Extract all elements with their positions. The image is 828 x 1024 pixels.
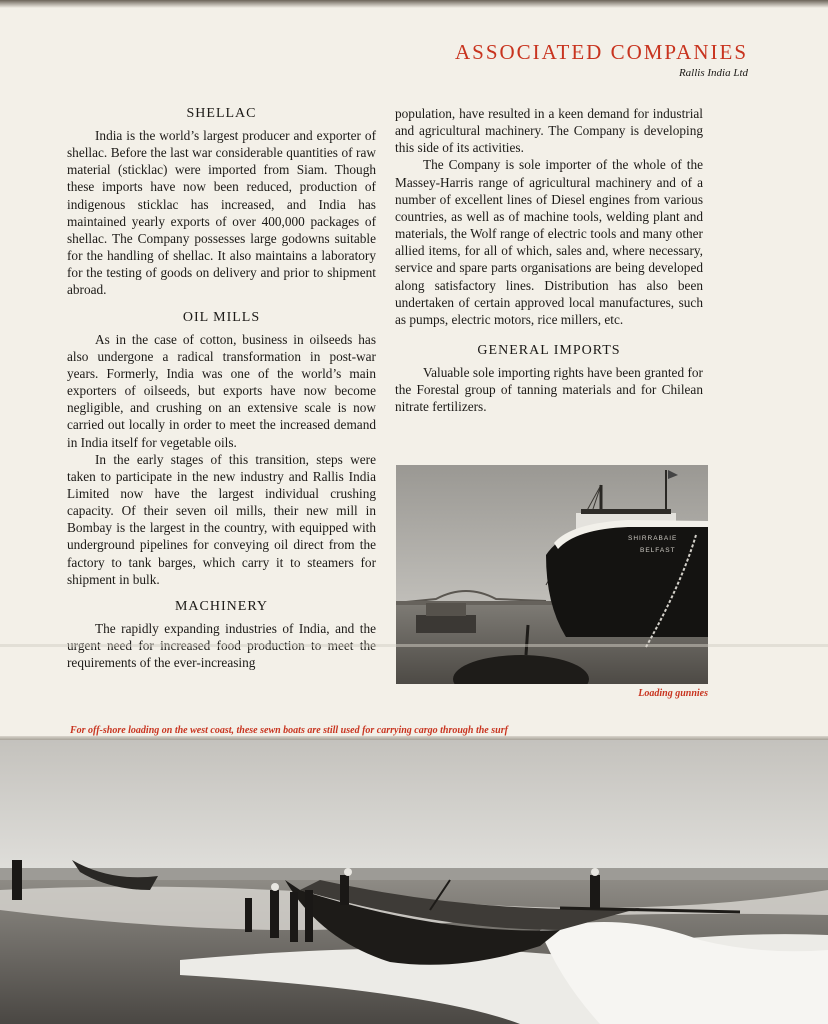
ship-hull-name: SHIRRABAIE [628,535,678,542]
ship-hull-port: BELFAST [640,547,676,554]
machinery-continued-paragraph: population, have resulted in a keen demand for industrial and agricultural machinery. The Company is developing this side of its activities. [395,106,703,156]
ship-photo [396,465,708,684]
section-heading-shellac: SHELLAC [186,106,257,121]
beach-photo [0,740,828,1024]
section-heading-machinery: MACHINERY [174,598,268,614]
header-title: ASSOCIATED COMPANIES [454,40,748,64]
left-column [67,105,376,671]
oil-mills-paragraph-2: In the early stages of this transition, steps were taken to participate in the new industry and Rallis India Limited now have the largest individual crushing capacity. Of their seven oil mills, their new mill in Bombay is the largest in the country, with equipped with underground pipelines for conveying oil direct from the factory to tank barges, which carry it to steamers for shipment in bulk. [67,451,376,587]
page-crease [0,644,828,647]
page-header [455,40,748,79]
machinery-paragraph-2: The Company is sole importer of the whole of the Massey-Harris range of agricultural machinery and of a number of excellent lines of Diesel engines from various countries, as well as of machine tools, welding plant and materials, the Wolf range of electric tools and many other allied items, for all of which, sales and, where necessary, service and spare parts organisations are being developed along satisfactory lines. Distribution has also been undertaken of certain approved local manufactures, such as pumps, electric motors, rice millers, etc. [395,157,703,327]
page-edge [0,0,828,8]
section-heading-oil-mills: OIL MILLS [182,309,261,325]
machinery-paragraph: The rapidly expanding industries of India, and the requirements of the ever-increasing [67,620,376,671]
shellac-paragraph: India is the world’s largest producer and exporter of shellac. Before the last war considerable quantities of raw material (sticklac) were imported from Siam. Though these imports have now been reduced, production of indigenous sticklac has increased, and India has maintained yearly exports of over 400,000 packages of shellac. The Company possesses large godowns suitable for the handling of shellac. It also maintains a laboratory for the testing of goods on delivery and prior to shipment abroad. [67,128,376,298]
beach-photo-caption: For off-shore loading on the west coast, these sewn boats are still used for carrying cargo through the surf [70,725,508,736]
oil-mills-paragraph-1: As in the case of cotton, business in oilseeds has also undergone a radical transformation in post-war years. Formerly, India was one of the world’s main exporters of oilseeds, but exports have now become negligible, and crushing on an extensive scale is now carried out locally in order to meet the increased demand in India itself for vegetable oils. [67,331,376,450]
header-subtitle: Rallis India Ltd [678,67,748,79]
section-heading-general-imports: GENERAL IMPORTS [477,343,621,359]
right-column [395,105,703,416]
general-imports-paragraph: Valuable sole importing rights have been granted for the Forestal group of tanning materials and for Chilean nitrate fertilizers. [395,365,703,415]
ship-photo-caption: Loading gunnies [638,688,708,699]
